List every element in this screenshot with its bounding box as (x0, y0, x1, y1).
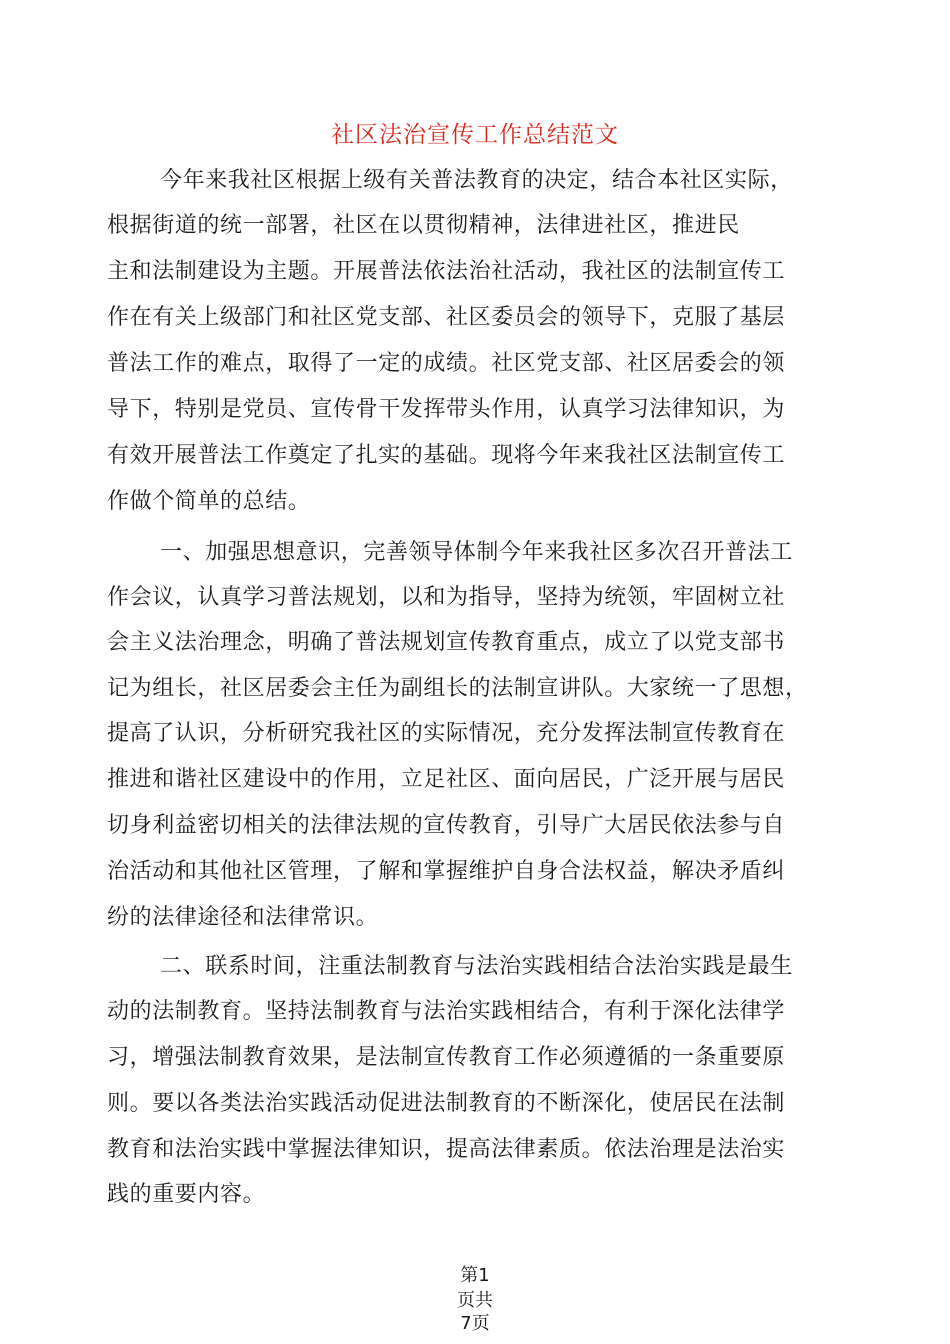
paragraph-line: 主和法制建设为主题。开展普法依法治社活动，我社区的法制宣传工 (107, 259, 786, 284)
paragraph-line: 根据街道的统一部署，社区在以贯彻精神，法律进社区，推进民 (107, 213, 740, 238)
paragraph-line: 一、加强思想意识，完善领导体制今年来我社区多次召开普法工 (160, 540, 793, 565)
paragraph-line: 导下，特别是党员、宣传骨干发挥带头作用，认真学习法律知识，为 (107, 397, 786, 422)
paragraph-line: 有效开展普法工作奠定了扎实的基础。现将今年来我社区法制宣传工 (107, 443, 786, 468)
paragraph-line: 会主义法治理念，明确了普法规划宣传教育重点，成立了以党支部书 (107, 630, 786, 655)
paragraph-line: 作在有关上级部门和社区党支部、社区委员会的领导下，克服了基层 (107, 305, 786, 330)
page-number-line3: 7页 (460, 1313, 490, 1334)
paragraph-line: 则。要以各类法治实践活动促进法制教育的不断深化，使居民在法制 (107, 1091, 786, 1116)
paragraph-line: 动的法制教育。坚持法制教育与法治实践相结合，有利于深化法律学 (107, 999, 786, 1024)
paragraph-line: 践的重要内容。 (107, 1182, 266, 1207)
paragraph-line: 习，增强法制教育效果，是法制宣传教育工作必须遵循的一条重要原 (107, 1045, 786, 1070)
document-title: 社区法治宣传工作总结范文 (331, 122, 619, 148)
paragraph-line: 教育和法治实践中掌握法律知识，提高法律素质。依法治理是法治实 (107, 1137, 786, 1162)
paragraph-line: 记为组长，社区居委会主任为副组长的法制宣讲队。大家统一了思想， (107, 676, 808, 701)
paragraph-line: 普法工作的难点，取得了一定的成绩。社区党支部、社区居委会的领 (107, 351, 786, 376)
paragraph-line: 切身利益密切相关的法律法规的宣传教育，引导广大居民依法参与自 (107, 813, 786, 838)
paragraph-line: 作会议，认真学习普法规划，以和为指导，坚持为统领，牢固树立社 (107, 585, 786, 610)
paragraph-line: 推进和谐社区建设中的作用，立足社区、面向居民，广泛开展与居民 (107, 767, 786, 792)
paragraph-line: 今年来我社区根据上级有关普法教育的决定，结合本社区实际， (160, 168, 793, 193)
paragraph-line: 纷的法律途径和法律常识。 (107, 905, 379, 930)
page-number-line1: 第1 (460, 1265, 490, 1286)
paragraph-line: 作做个简单的总结。 (107, 489, 311, 514)
paragraph-line: 提高了认识，分析研究我社区的实际情况，充分发挥法制宣传教育在 (107, 721, 786, 746)
page-number-line2: 页共 (457, 1290, 493, 1311)
paragraph-line: 二、联系时间，注重法制教育与法治实践相结合法治实践是最生 (160, 954, 793, 979)
paragraph-line: 治活动和其他社区管理，了解和掌握维护自身合法权益，解决矛盾纠 (107, 859, 786, 884)
